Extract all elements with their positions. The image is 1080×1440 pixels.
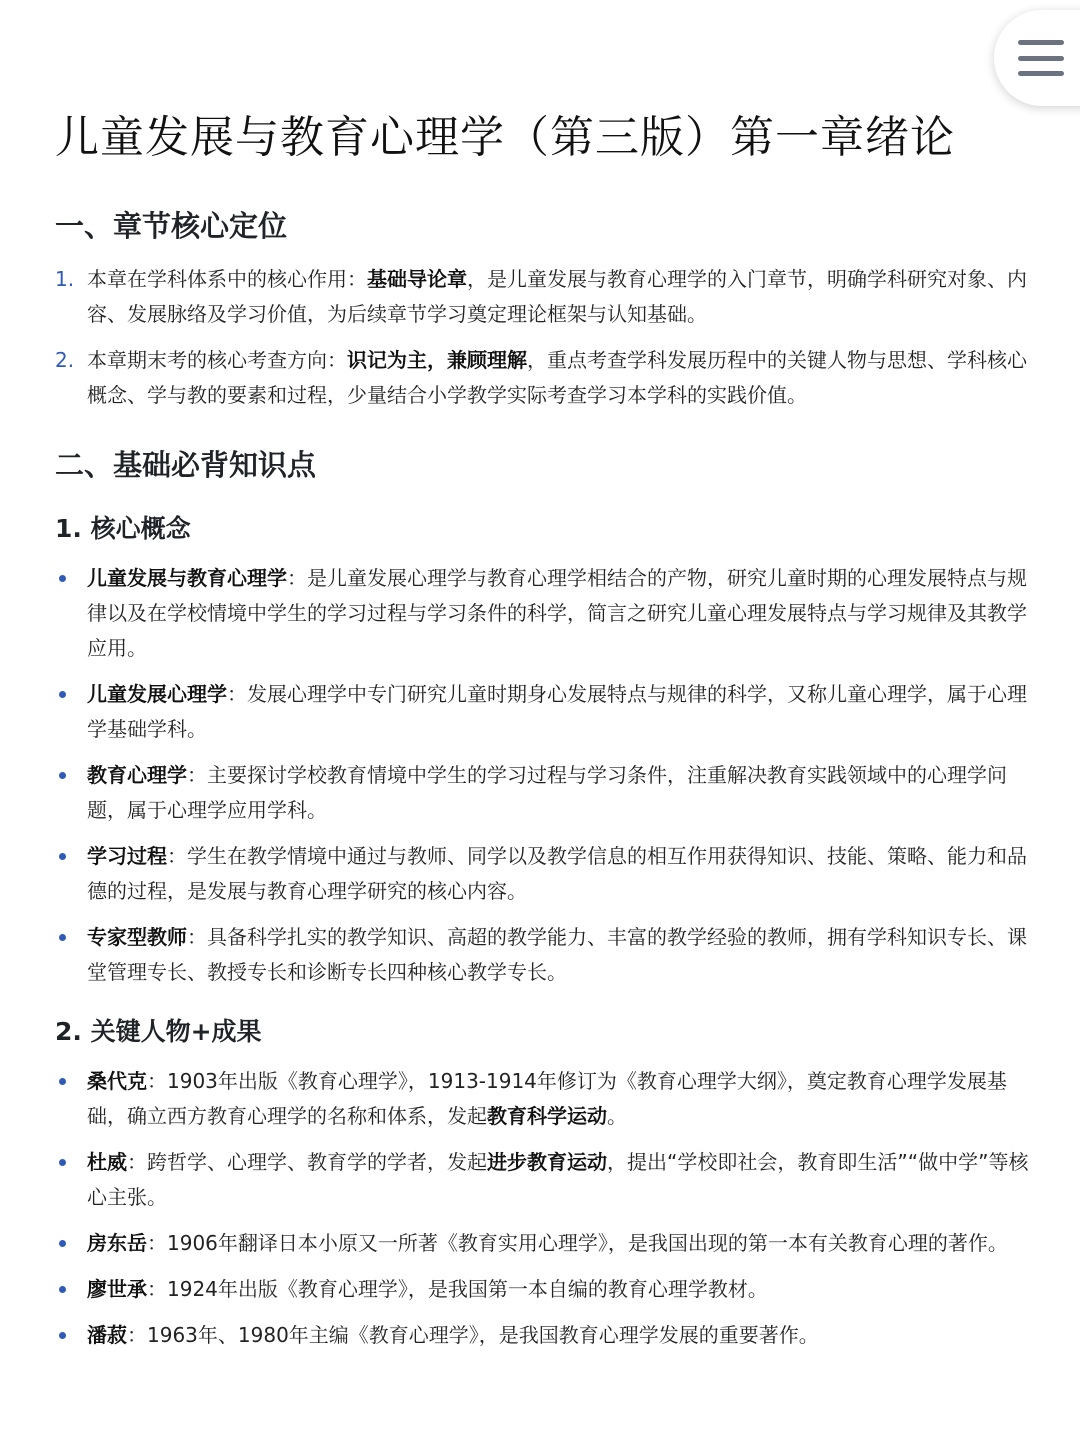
concepts-list: [55, 561, 1030, 990]
list-item: [55, 1318, 1030, 1353]
section-heading-positioning: 一、章节核心定位: [55, 209, 288, 243]
item-bold: 基础导论章: [367, 267, 467, 291]
item-term: 桑代克: [87, 1069, 147, 1093]
item-text-tail: ，提出“学校即社会，教育即生活”“做中学”等核心主张。: [87, 1150, 1029, 1209]
item-text: ：主要探讨学校教育情境中学生的学习过程与学习条件，注重解决教育实践领域中的心理学问题，属于心理学应用学科。: [87, 763, 1007, 822]
item-text: ：跨哲学、心理学、教育学的学者，发起: [127, 1150, 487, 1174]
item-text: ：学生在教学情境中通过与教师、同学以及教学信息的相互作用获得知识、技能、策略、能力和品德的过程，是发展与教育心理学研究的核心内容。: [87, 844, 1027, 903]
list-item: [55, 561, 1030, 666]
item-term: 学习过程: [87, 844, 167, 868]
bullet-icon: [59, 772, 66, 779]
list-item: [55, 758, 1030, 828]
item-text: ：具备科学扎实的教学知识、高超的教学能力、丰富的教学经验的教师，拥有学科知识专长、课堂管理专长、教授专长和诊断专长四种核心教学专长。: [87, 925, 1027, 984]
item-bold: 教育科学运动: [487, 1104, 607, 1128]
bullet-icon: [59, 934, 66, 941]
item-term: 潘菽: [87, 1323, 127, 1347]
bullet-icon: [59, 1240, 66, 1247]
item-text: ：发展心理学中专门研究儿童时期身心发展特点与规律的科学，又称儿童心理学，属于心理学基础学科。: [87, 682, 1027, 741]
item-term: 廖世承: [87, 1277, 147, 1301]
item-term: 专家型教师: [87, 925, 187, 949]
positioning-list: [55, 262, 1030, 413]
item-term: 杜威: [87, 1150, 127, 1174]
list-item: [55, 343, 1030, 413]
item-text: ：1906年翻译日本小原又一所著《教育实用心理学》，是我国出现的第一本有关教育心理的著作。: [147, 1231, 1008, 1255]
menu-button[interactable]: [994, 10, 1080, 106]
item-term: 房东岳: [87, 1231, 147, 1255]
item-text: ：1903年出版《教育心理学》，1913-1914年修订为《教育心理学大纲》，奠定教育心理学发展基础，确立西方教育心理学的名称和体系，发起: [87, 1069, 1007, 1128]
item-label: 本章期末考的核心考查方向：: [87, 348, 347, 372]
list-item: [55, 1145, 1030, 1215]
list-item: [55, 677, 1030, 747]
list-number: 2.: [55, 348, 75, 372]
item-term: 儿童发展心理学: [87, 682, 227, 706]
people-list: [55, 1064, 1030, 1353]
item-text: ：1963年、1980年主编《教育心理学》，是我国教育心理学发展的重要著作。: [127, 1323, 819, 1347]
list-number: 1.: [55, 267, 75, 291]
list-item: [55, 1272, 1030, 1307]
item-label: 本章在学科体系中的核心作用：: [87, 267, 367, 291]
item-term: 儿童发展与教育心理学: [87, 566, 287, 590]
list-item: [55, 920, 1030, 990]
list-item: [55, 1226, 1030, 1261]
item-bold: 识记为主，兼顾理解: [347, 348, 527, 372]
item-term: 教育心理学: [87, 763, 187, 787]
page-title: 儿童发展与教育心理学（第三版）第一章绪论: [55, 112, 955, 163]
item-text: ，重点考查学科发展历程中的关键人物与思想、学科核心概念、学与教的要素和过程，少量结合小学教学实际考查学习本学科的实践价值。: [87, 348, 1027, 407]
hamburger-menu-icon: [1018, 40, 1064, 76]
bullet-icon: [59, 853, 66, 860]
item-text-tail: 。: [607, 1104, 627, 1128]
item-text: ，是儿童发展与教育心理学的入门章节，明确学科研究对象、内容、发展脉络及学习价值，为后续章节学习奠定理论框架与认知基础。: [87, 267, 1027, 326]
article-content: [55, 106, 1030, 1364]
list-item: [55, 839, 1030, 909]
section-heading-knowledge: 二、基础必背知识点: [55, 448, 317, 482]
list-item: [55, 262, 1030, 332]
bullet-icon: [59, 1159, 66, 1166]
list-item: [55, 1064, 1030, 1134]
bullet-icon: [59, 1286, 66, 1293]
item-bold: 进步教育运动: [487, 1150, 607, 1174]
item-text: ：1924年出版《教育心理学》，是我国第一本自编的教育心理学教材。: [147, 1277, 768, 1301]
bullet-icon: [59, 1078, 66, 1085]
bullet-icon: [59, 691, 66, 698]
subsection-heading-concepts: 1. 核心概念: [55, 514, 191, 543]
bullet-icon: [59, 1332, 66, 1339]
bullet-icon: [59, 575, 66, 582]
subsection-heading-people: 2. 关键人物+成果: [55, 1017, 262, 1046]
item-text: ：是儿童发展心理学与教育心理学相结合的产物，研究儿童时期的心理发展特点与规律以及在学校情境中学生的学习过程与学习条件的科学，简言之研究儿童心理发展特点与学习规律及其教学应用。: [87, 566, 1027, 660]
